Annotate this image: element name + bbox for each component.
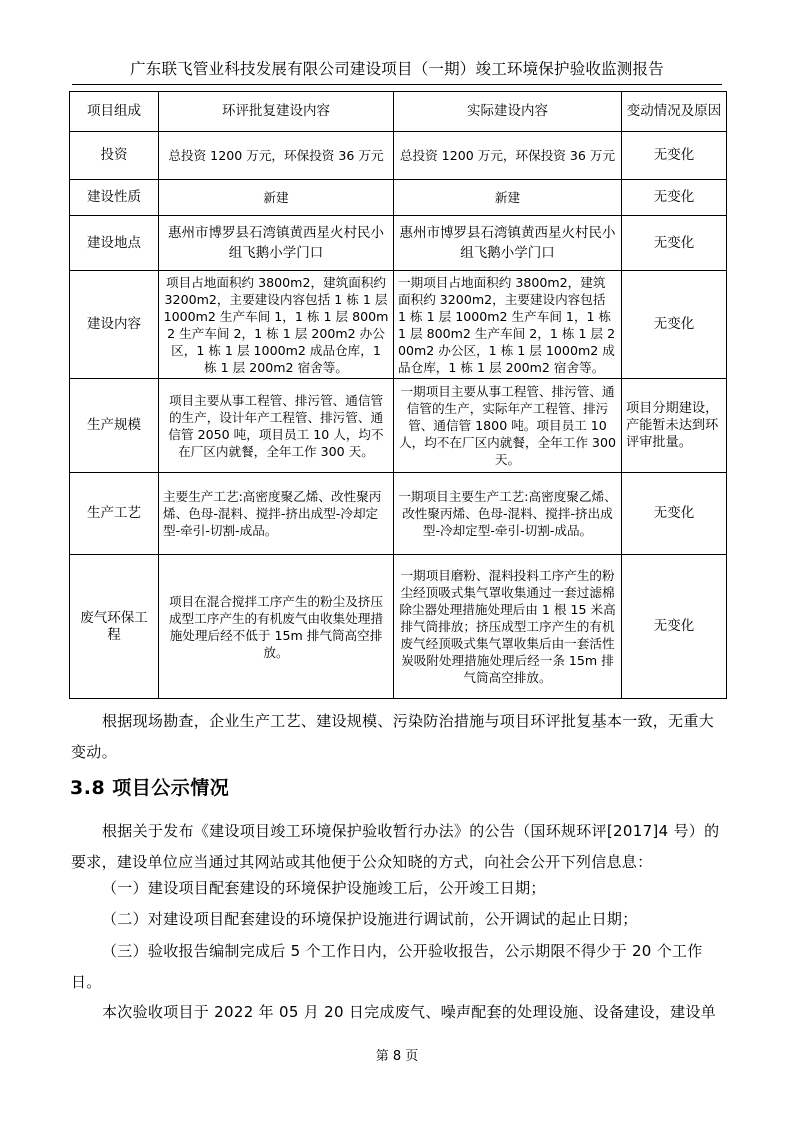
table-row	[70, 132, 727, 180]
row-actual: 总投资 1200 万元，环保投资 36 万元	[394, 132, 622, 180]
section-heading: 3.8 项目公示情况	[70, 777, 230, 799]
row-change: 无变化	[622, 180, 727, 216]
row-change: 无变化	[622, 271, 727, 379]
row-approved: 项目占地面积约 3800m2，建筑面积约 3200m2，主要建设内容包括 1 栋 1 层 1000m2 生产车间 1，1 栋 1 层 800m2 生产车间 2，1 栋 1 层 200m2 办公区，1 栋 1 层 1000m2 成品仓库，1 栋 1 层 200m2 宿舍等。	[159, 271, 394, 379]
header-divider	[72, 84, 722, 85]
list-item: （一）建设项目配套建设的环境保护设施竣工后，公开竣工日期；	[102, 879, 546, 897]
column-header-approved: 环评批复建设内容	[159, 92, 394, 132]
row-approved: 新建	[159, 180, 394, 216]
list-item: （三）验收报告编制完成后 5 个工作日内，公开验收报告，公示期限不得少于 20 个工作日。	[71, 942, 703, 991]
table-row	[70, 180, 727, 216]
row-item: 投资	[70, 132, 159, 180]
row-approved: 主要生产工艺:高密度聚乙烯、改性聚丙烯、色母-混料、搅拌-挤出成型-冷却定型-牵引-切割-成品。	[159, 473, 394, 555]
table-row	[70, 555, 727, 699]
row-item: 建设地点	[70, 216, 159, 271]
row-actual: 一期项目主要生产工艺:高密度聚乙烯、改性聚丙烯、色母-混料、搅拌-挤出成型-冷却定型-牵引-切割-成品。	[394, 473, 622, 555]
row-approved: 惠州市博罗县石湾镇黄西星火村民小组飞鹅小学门口	[159, 216, 394, 271]
row-actual: 新建	[394, 180, 622, 216]
table-row	[70, 379, 727, 473]
row-change: 项目分期建设，产能暂未达到环评审批量。	[622, 379, 727, 473]
column-header-change: 变动情况及原因	[622, 92, 727, 132]
publicity-paragraph: 根据关于发布《建设项目竣工环境保护验收暂行办法》的公告（国环规环评[2017]4 号）的要求，建设单位应当通过其网站或其他便于公众知晓的方式，向社会公开下列信息息：	[71, 822, 720, 871]
table-row	[70, 216, 727, 271]
row-item: 建设性质	[70, 180, 159, 216]
row-item: 建设内容	[70, 271, 159, 379]
row-actual: 惠州市博罗县石湾镇黄西星火村民小组飞鹅小学门口	[394, 216, 622, 271]
row-change: 无变化	[622, 132, 727, 180]
row-approved: 项目在混合搅拌工序产生的粉尘及挤压成型工序产生的有机废气由收集处理措施处理后经不低于 15m 排气筒高空排放。	[159, 555, 394, 699]
row-approved: 项目主要从事工程管、排污管、通信管的生产，设计年产工程管、排污管、通信管 2050 吨，项目员工 10 人，均不在厂区内就餐，全年工作 300 天。	[159, 379, 394, 473]
acceptance-paragraph: 本次验收项目于 2022 年 05 月 20 日完成废气、噪声配套的处理设施、设备建设，建设单	[102, 1003, 717, 1021]
comparison-table	[69, 91, 727, 699]
page-number: 第 8 页	[375, 1049, 419, 1064]
column-header-actual: 实际建设内容	[394, 92, 622, 132]
column-header-item: 项目组成	[70, 92, 159, 132]
table-row	[70, 271, 727, 379]
row-approved: 总投资 1200 万元，环保投资 36 万元	[159, 132, 394, 180]
row-actual: 一期项目主要从事工程管、排污管、通信管的生产，实际年产工程管、排污管、通信管 1800 吨。项目员工 10 人，均不在厂区内就餐，全年工作 300 天。	[394, 379, 622, 473]
row-item: 生产工艺	[70, 473, 159, 555]
row-item: 生产规模	[70, 379, 159, 473]
row-actual: 一期项目磨粉、混料投料工序产生的粉尘经顶吸式集气罩收集通过一套过滤棉除尘器处理措施处理后由 1 根 15 米高排气筒排放；挤压成型工序产生的有机废气经顶吸式集气罩收集后由一套活性炭吸附处理措施处理后经一条 15m 排气筒高空排放。	[394, 555, 622, 699]
row-change: 无变化	[622, 473, 727, 555]
row-change: 无变化	[622, 555, 727, 699]
report-header-title: 广东联飞管业科技发展有限公司建设项目（一期）竣工环境保护验收监测报告	[130, 60, 664, 78]
list-item: （二）对建设项目配套建设的环境保护设施进行调试前，公开调试的起止日期；	[102, 910, 638, 928]
conclusion-paragraph: 根据现场勘查，企业生产工艺、建设规模、污染防治措施与项目环评批复基本一致，无重大变动。	[71, 712, 715, 761]
table-header-row	[70, 92, 727, 132]
table-row	[70, 473, 727, 555]
row-item: 废气环保工程	[70, 555, 159, 699]
row-actual: 一期项目占地面积约 3800m2，建筑面积约 3200m2，主要建设内容包括 1 栋 1 层 1000m2 生产车间 1，1 栋 1 层 800m2 生产车间 2，1 栋 1 层 200m2 办公区，1 栋 1 层 1000m2 成品仓库，1 栋 1 层 200m2 宿舍等。	[394, 271, 622, 379]
row-change: 无变化	[622, 216, 727, 271]
